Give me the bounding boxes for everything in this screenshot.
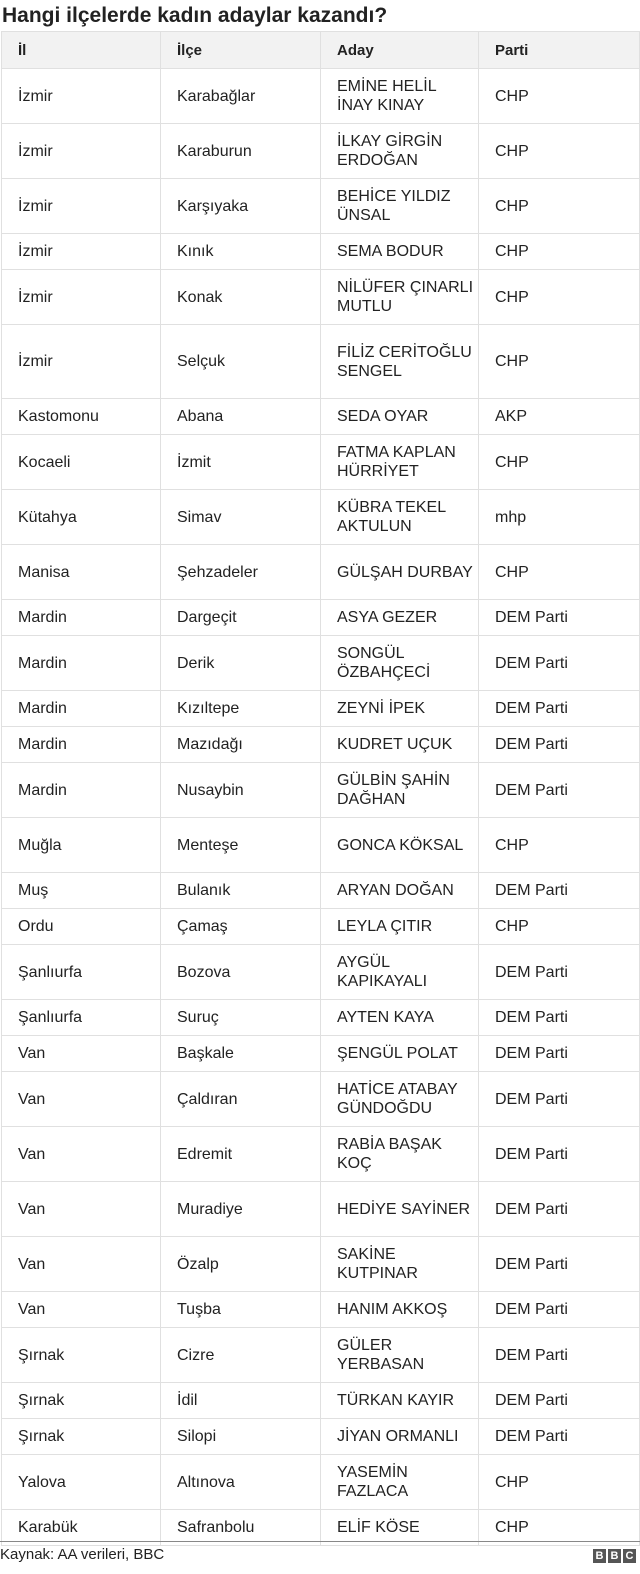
cell-il: Van [2, 1127, 161, 1182]
cell-aday: AYGÜL KAPIKAYALI [321, 945, 479, 1000]
cell-il: İzmir [2, 69, 161, 124]
table-row [2, 763, 640, 818]
cell-ilce: Şehzadeler [161, 545, 321, 600]
cell-aday: GONCA KÖKSAL [321, 818, 479, 873]
cell-parti: DEM Parti [479, 1383, 640, 1419]
table-row [2, 124, 640, 179]
cell-parti: AKP [479, 399, 640, 435]
cell-ilce: Karabağlar [161, 69, 321, 124]
cell-aday: KUDRET UÇUK [321, 727, 479, 763]
cell-parti: DEM Parti [479, 691, 640, 727]
cell-aday: HEDİYE SAYİNER [321, 1182, 479, 1237]
cell-ilce: Altınova [161, 1455, 321, 1510]
cell-il: Yalova [2, 1455, 161, 1510]
cell-aday: ELİF KÖSE [321, 1510, 479, 1546]
cell-parti: DEM Parti [479, 945, 640, 1000]
cell-ilce: Derik [161, 636, 321, 691]
cell-il: Ordu [2, 909, 161, 945]
cell-ilce: Edremit [161, 1127, 321, 1182]
cell-il: Van [2, 1292, 161, 1328]
cell-ilce: Cizre [161, 1328, 321, 1383]
table-row [2, 1383, 640, 1419]
cell-aday: GÜLBİN ŞAHİN DAĞHAN [321, 763, 479, 818]
cell-parti: CHP [479, 179, 640, 234]
cell-parti: CHP [479, 124, 640, 179]
cell-ilce: Karaburun [161, 124, 321, 179]
table-row [2, 545, 640, 600]
cell-il: Kütahya [2, 490, 161, 545]
cell-ilce: Başkale [161, 1036, 321, 1072]
header-row [2, 32, 640, 69]
cell-ilce: Menteşe [161, 818, 321, 873]
table-header [2, 32, 640, 69]
cell-parti: DEM Parti [479, 763, 640, 818]
table-row [2, 1328, 640, 1383]
cell-ilce: Bozova [161, 945, 321, 1000]
cell-il: Van [2, 1237, 161, 1292]
cell-ilce: Kınık [161, 234, 321, 270]
table-row [2, 399, 640, 435]
table-row [2, 1292, 640, 1328]
cell-il: Mardin [2, 727, 161, 763]
cell-il: Mardin [2, 636, 161, 691]
table-row [2, 325, 640, 399]
cell-aday: SONGÜL ÖZBAHÇECİ [321, 636, 479, 691]
cell-ilce: Tuşba [161, 1292, 321, 1328]
table-row [2, 69, 640, 124]
cell-aday: GÜLER YERBASAN [321, 1328, 479, 1383]
cell-ilce: Özalp [161, 1237, 321, 1292]
cell-il: Şırnak [2, 1419, 161, 1455]
cell-ilce: Safranbolu [161, 1510, 321, 1546]
cell-aday: BEHİCE YILDIZ ÜNSAL [321, 179, 479, 234]
table-row [2, 727, 640, 763]
cell-ilce: Karşıyaka [161, 179, 321, 234]
cell-parti: CHP [479, 234, 640, 270]
cell-ilce: Nusaybin [161, 763, 321, 818]
cell-il: Şanlıurfa [2, 1000, 161, 1036]
cell-parti: DEM Parti [479, 1292, 640, 1328]
table-row [2, 909, 640, 945]
cell-aday: FİLİZ CERİTOĞLU SENGEL [321, 325, 479, 399]
table-row [2, 1419, 640, 1455]
cell-aday: YASEMİN FAZLACA [321, 1455, 479, 1510]
cell-il: İzmir [2, 124, 161, 179]
cell-aday: ARYAN DOĞAN [321, 873, 479, 909]
cell-aday: LEYLA ÇITIR [321, 909, 479, 945]
cell-aday: NİLÜFER ÇINARLI MUTLU [321, 270, 479, 325]
table-row [2, 234, 640, 270]
cell-il: Şanlıurfa [2, 945, 161, 1000]
table-row [2, 1036, 640, 1072]
table-row [2, 691, 640, 727]
cell-ilce: Selçuk [161, 325, 321, 399]
cell-parti: DEM Parti [479, 1182, 640, 1237]
cell-ilce: Suruç [161, 1000, 321, 1036]
cell-aday: AYTEN KAYA [321, 1000, 479, 1036]
source-credit: Kaynak: AA verileri, BBC [0, 1546, 165, 1563]
table-row [2, 636, 640, 691]
bbc-logo-letter: B [608, 1549, 621, 1563]
cell-parti: DEM Parti [479, 727, 640, 763]
cell-aday: ŞENGÜL POLAT [321, 1036, 479, 1072]
cell-ilce: İdil [161, 1383, 321, 1419]
bbc-logo [593, 1549, 636, 1563]
cell-parti: mhp [479, 490, 640, 545]
cell-il: İzmir [2, 179, 161, 234]
cell-ilce: İzmit [161, 435, 321, 490]
table-body [2, 69, 640, 1546]
cell-parti: DEM Parti [479, 873, 640, 909]
cell-parti: CHP [479, 270, 640, 325]
cell-ilce: Bulanık [161, 873, 321, 909]
cell-ilce: Abana [161, 399, 321, 435]
cell-ilce: Dargeçit [161, 600, 321, 636]
table-row [2, 1237, 640, 1292]
header-il: İl [2, 32, 161, 69]
cell-il: Muş [2, 873, 161, 909]
cell-il: Şırnak [2, 1383, 161, 1419]
cell-il: İzmir [2, 234, 161, 270]
cell-parti: CHP [479, 1510, 640, 1546]
cell-aday: HANIM AKKOŞ [321, 1292, 479, 1328]
cell-parti: CHP [479, 818, 640, 873]
cell-il: Şırnak [2, 1328, 161, 1383]
cell-il: Van [2, 1036, 161, 1072]
cell-ilce: Çaldıran [161, 1072, 321, 1127]
cell-ilce: Kızıltepe [161, 691, 321, 727]
page-title: Hangi ilçelerde kadın adaylar kazandı? [2, 4, 388, 27]
cell-ilce: Çamaş [161, 909, 321, 945]
cell-parti: CHP [479, 1455, 640, 1510]
cell-aday: TÜRKAN KAYIR [321, 1383, 479, 1419]
cell-il: Van [2, 1182, 161, 1237]
table-row [2, 818, 640, 873]
results-table [1, 31, 640, 1546]
cell-aday: ASYA GEZER [321, 600, 479, 636]
cell-il: İzmir [2, 325, 161, 399]
bbc-logo-letter: C [623, 1549, 636, 1563]
table-row [2, 873, 640, 909]
cell-aday: İLKAY GİRGİN ERDOĞAN [321, 124, 479, 179]
table-row [2, 1127, 640, 1182]
cell-aday: GÜLŞAH DURBAY [321, 545, 479, 600]
header-parti: Parti [479, 32, 640, 69]
cell-ilce: Mazıdağı [161, 727, 321, 763]
header-ilce: İlçe [161, 32, 321, 69]
cell-ilce: Muradiye [161, 1182, 321, 1237]
cell-parti: CHP [479, 325, 640, 399]
cell-parti: DEM Parti [479, 1237, 640, 1292]
cell-aday: HATİCE ATABAY GÜNDOĞDU [321, 1072, 479, 1127]
cell-parti: DEM Parti [479, 1072, 640, 1127]
cell-parti: DEM Parti [479, 1419, 640, 1455]
cell-il: Muğla [2, 818, 161, 873]
cell-parti: CHP [479, 435, 640, 490]
cell-il: İzmir [2, 270, 161, 325]
cell-parti: CHP [479, 545, 640, 600]
cell-il: Mardin [2, 763, 161, 818]
table-row [2, 270, 640, 325]
cell-aday: EMİNE HELİL İNAY KINAY [321, 69, 479, 124]
footer-divider [0, 1541, 640, 1542]
cell-aday: SAKİNE KUTPINAR [321, 1237, 479, 1292]
table-row [2, 179, 640, 234]
table-row [2, 1182, 640, 1237]
cell-il: Manisa [2, 545, 161, 600]
cell-ilce: Silopi [161, 1419, 321, 1455]
cell-aday: KÜBRA TEKEL AKTULUN [321, 490, 479, 545]
table-row [2, 1000, 640, 1036]
table-row [2, 945, 640, 1000]
cell-parti: DEM Parti [479, 636, 640, 691]
cell-aday: ZEYNİ İPEK [321, 691, 479, 727]
cell-parti: DEM Parti [479, 1000, 640, 1036]
cell-il: Van [2, 1072, 161, 1127]
cell-aday: SEMA BODUR [321, 234, 479, 270]
cell-parti: CHP [479, 69, 640, 124]
cell-il: Karabük [2, 1510, 161, 1546]
cell-aday: FATMA KAPLAN HÜRRİYET [321, 435, 479, 490]
table-row [2, 1455, 640, 1510]
cell-aday: SEDA OYAR [321, 399, 479, 435]
cell-il: Kastomonu [2, 399, 161, 435]
table-row [2, 1072, 640, 1127]
cell-aday: JİYAN ORMANLI [321, 1419, 479, 1455]
cell-il: Mardin [2, 600, 161, 636]
table-row [2, 490, 640, 545]
cell-il: Mardin [2, 691, 161, 727]
cell-parti: CHP [479, 909, 640, 945]
cell-il: Kocaeli [2, 435, 161, 490]
cell-parti: DEM Parti [479, 1036, 640, 1072]
cell-parti: DEM Parti [479, 600, 640, 636]
header-aday: Aday [321, 32, 479, 69]
bbc-logo-letter: B [593, 1549, 606, 1563]
cell-parti: DEM Parti [479, 1328, 640, 1383]
cell-aday: RABİA BAŞAK KOÇ [321, 1127, 479, 1182]
table-row [2, 600, 640, 636]
cell-ilce: Konak [161, 270, 321, 325]
cell-ilce: Simav [161, 490, 321, 545]
table-row [2, 435, 640, 490]
cell-parti: DEM Parti [479, 1127, 640, 1182]
